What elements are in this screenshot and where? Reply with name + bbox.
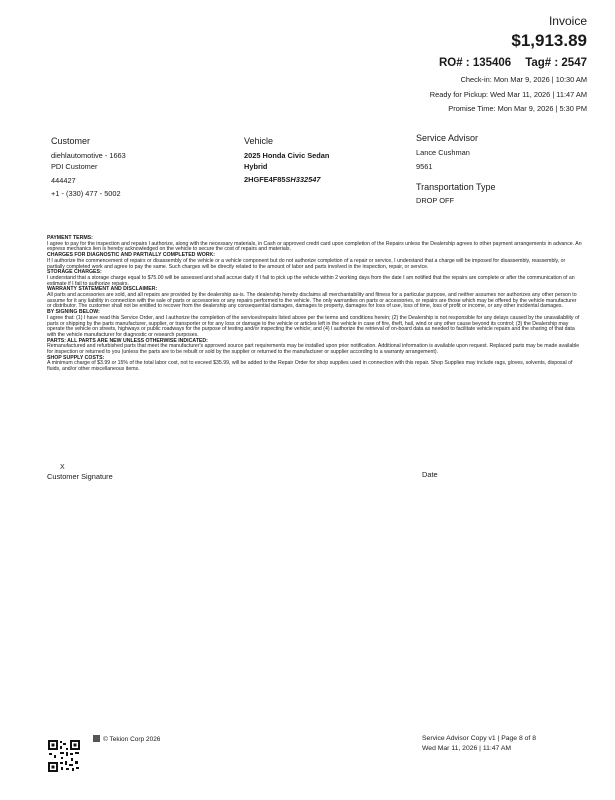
vin-tail: SH332547 [285, 175, 321, 184]
terms-text: All parts and accessories are sold, and all repairs are provided by the dealership as-is. The dealership hereby disclaims all merchantability and fitness for a particular purpose, and neither assumes nor authorizes any other person to assume for it any liability in connection with the sale of parts or accessories or any repairs performed to the vehicle. The only warranties on parts or accessories, or repairs are those which may be offered by the vehicle manufacturer or distributor. The customer shall not be entitled to recover from the dealership any consequential damages, damages to property, damages for loss of use, loss of time, loss of profit or income, or any other incidental damages. [47, 292, 577, 310]
terms-heading: PAYMENT TERMS: [47, 235, 93, 241]
customer-signature-label: Customer Signature [47, 472, 113, 481]
terms-heading: SHOP SUPPLY COSTS: [47, 354, 105, 361]
transport-value: DROP OFF [416, 196, 455, 205]
terms-section [47, 339, 582, 356]
terms-section [47, 253, 582, 270]
pickup-time: Ready for Pickup: Wed Mar 11, 2026 | 11:47 AM [429, 90, 587, 99]
customer-title: Customer [51, 136, 91, 146]
terms-heading: WARRANTY STATEMENT AND DISCLAIMER: [47, 286, 158, 293]
terms-text: Remanufactured and refurbished parts that meet the manufacturer's approved source part requirements may be installed upon prior notification. Additional information is available upon request. Replaced parts may be made available for inspection or returned to you (unless the parts are to be rebuilt or sold by the supplier or returned to the manufacturer or supplier according to a warranty arrangement). [47, 343, 580, 356]
qr-code-icon [47, 739, 81, 773]
copy-info: Service Advisor Copy v1 | Page 8 of 8 [422, 735, 536, 742]
terms-text: I agree that: (1) I have read this Service Order, and I authorize the completion of the services/repairs listed above per the terms and conditions herein; (2) the Dealership is not responsible for any delays caused by the unavailability of parts or shipping by the parts manufacturer, supplier, or transporter or for any loss or damage to the vehicle or articles left in the vehicle in case of fire, theft, hail, wind or any other cause beyond its control; (3) the Dealership may operate the vehicle on streets, highways or public roadways for the purpose of testing and/or inspecting the vehicle; and (4) I authorize the retrieval of on-board data as needed to facilitate vehicle repairs and the sharing of that data with the vehicle manufacturer for diagnostic or research purposes. [47, 314, 580, 338]
terms-section [47, 270, 582, 287]
advisor-name: Lance Cushman [416, 148, 470, 157]
copyright [93, 735, 160, 743]
copyright-text: © Tekion Corp 2026 [103, 736, 161, 743]
advisor-title: Service Advisor [416, 133, 479, 143]
terms-heading: PARTS: ALL PARTS ARE NEW UNLESS OTHERWISE INDICATED: [47, 337, 208, 344]
vin-main: 2HGFE4F85 [244, 175, 286, 184]
ro-tag-line [439, 57, 587, 69]
vehicle-model-line2: Hybrid [244, 162, 268, 171]
customer-type: PDI Customer [51, 162, 98, 171]
customer-name: diehlautomotive - 1663 [51, 151, 126, 160]
invoice-label: Invoice [548, 14, 587, 28]
customer-id: 444427 [51, 176, 76, 185]
terms-section [47, 287, 582, 310]
ro-number: RO# : 135406 [438, 57, 512, 69]
signature-x-mark: X [60, 464, 65, 471]
customer-section [51, 136, 126, 199]
tag-number: Tag# : 2547 [525, 57, 587, 69]
checkin-time: Check-in: Mon Mar 9, 2026 | 10:30 AM [460, 75, 587, 84]
vehicle-model-line1: 2025 Honda Civic Sedan [244, 151, 330, 160]
vehicle-title: Vehicle [244, 136, 274, 146]
terms-text: A minimum charge of $3.99 or 15% of the total labor cost, not to exceed $35.99, will be added to the Repair Order for shop supplies used in connection with this repair. Shop Supplies may include rags, gloves, solvents, disposal of fluids, and/or other miscellaneous items. [47, 360, 573, 373]
vehicle-vin [244, 174, 329, 185]
customer-phone: +1 - (330) 477 - 5002 [51, 189, 121, 198]
printed-time: Wed Mar 11, 2026 | 11:47 AM [422, 745, 512, 752]
date-label: Date [422, 470, 438, 479]
advisor-section [416, 133, 496, 206]
invoice-amount: $1,913.89 [511, 31, 587, 50]
terms-heading: STORAGE CHARGES: [47, 269, 102, 276]
terms-heading: CHARGES FOR DIAGNOSTIC AND PARTIALLY COMPLETED WORK: [47, 252, 216, 259]
terms-text: I agree to pay for the inspection and repairs I authorize, along with the necessary materials, in Cash or approved credit card upon completion of the Repairs unless the Dealership agrees to other payment arrangements in advance. An express mechanics lien is hereby acknowledged on the vehicle to secure the cost of repairs and materials. [47, 240, 582, 253]
tekion-logo-icon [93, 735, 100, 742]
transport-title: Transportation Type [416, 182, 496, 192]
terms-section [47, 310, 582, 339]
advisor-number: 9561 [416, 162, 433, 171]
terms-text: I understand that a storage charge equal to $75.00 will be assessed and shall accrue daily if I fail to pick up the vehicle within 2 working days from the date I am notified that the repairs are complete or after the communication of an estimate if I fail to authorize repairs. [47, 274, 575, 287]
terms-heading: BY SIGNING BELOW: [47, 309, 100, 316]
terms-section [47, 236, 582, 253]
terms-text: If I authorize the commencement of repairs or disassembly of the vehicle or a vehicle component but do not authorize completion of a repair or service, I understand that a charge will be imposed for disassembly, reassembly, or partially completed work and agree to pay the same. Such charges will be directly related to the amount of labor and parts involved in the inspection, repair, or service. [47, 257, 566, 270]
terms-section [47, 356, 582, 373]
promise-time: Promise Time: Mon Mar 9, 2026 | 5:30 PM [448, 104, 587, 113]
terms-block [47, 236, 582, 373]
vehicle-section [244, 136, 329, 185]
